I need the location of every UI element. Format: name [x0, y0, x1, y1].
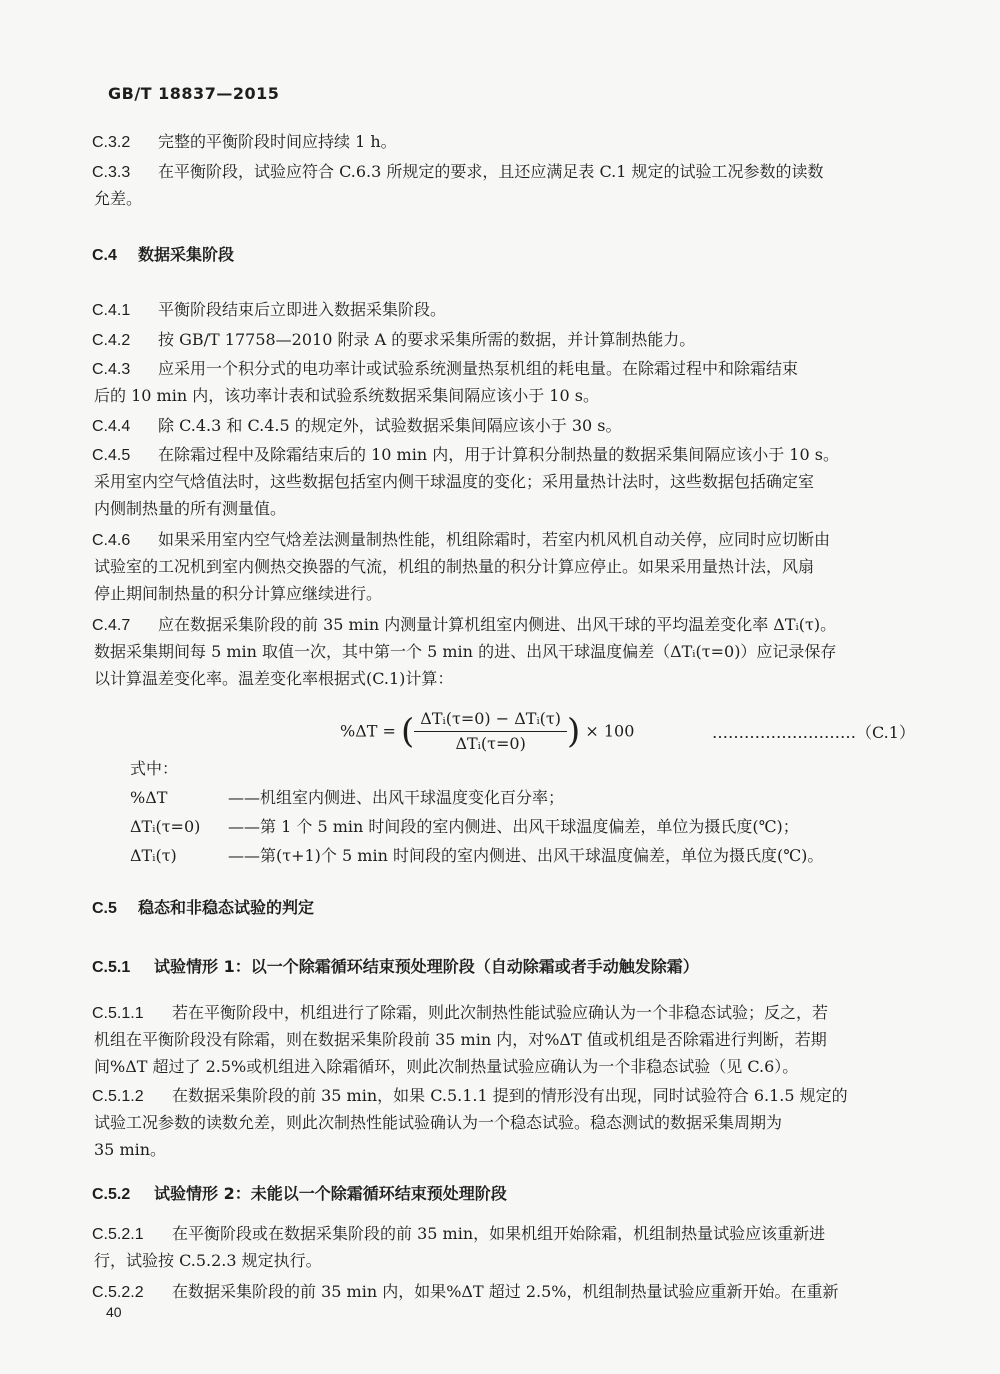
definition-desc: ——第 1 个 5 min 时间段的室内侧进、出风干球温度偏差，单位为摄氏度(℃)；	[228, 817, 799, 836]
clause-c511	[92, 1001, 828, 1026]
clause-c33	[92, 160, 824, 185]
clause-text: 在数据采集阶段的前 35 min，如果 C.5.1.1 提到的情形没有出现，同时试验符合 6.1.5 规定的	[172, 1086, 848, 1105]
clause-c512-cont: 试验工况参数的读数允差，则此次制热性能试验确认为一个稳态试验。稳态测试的数据采集周期为	[94, 1113, 783, 1132]
clause-text: 在数据采集阶段的前 35 min 内，如果%ΔT 超过 2.5%，机组制热量试验应重新开始。在重新	[172, 1282, 839, 1301]
clause-c521	[92, 1222, 825, 1247]
clause-text: 完整的平衡阶段时间应持续 1 h。	[158, 132, 397, 151]
clause-c46	[92, 528, 830, 553]
clause-c47-cont: 数据采集期间每 5 min 取值一次，其中第一个 5 min 的进、出风干球温度偏差（ΔTᵢ(τ=0)）应记录保存	[94, 642, 837, 661]
section-heading-c4	[92, 243, 234, 268]
clause-c512-cont: 35 min。	[94, 1140, 167, 1159]
formula-ref: ………………………（C.1）	[712, 723, 915, 742]
section-title: 稳态和非稳态试验的判定	[138, 898, 315, 917]
subsection-heading-c52	[92, 1182, 507, 1207]
clause-c41	[92, 298, 446, 323]
clause-number: C.3.3	[92, 164, 131, 181]
definition-term: ΔTᵢ(τ)	[130, 846, 177, 865]
subsection-title: 试验情形 1：以一个除霜循环结束预处理阶段（自动除霜或者手动触发除霜）	[154, 957, 699, 976]
clause-c46-cont: 停止期间制热量的积分计算应继续进行。	[94, 584, 383, 603]
clause-number: C.4.1	[92, 302, 131, 319]
clause-number: C.5.2.1	[92, 1226, 144, 1243]
standard-header: GB/T 18837—2015	[108, 84, 280, 103]
clause-c512	[92, 1084, 848, 1109]
clause-c511-cont: 机组在平衡阶段没有除霜，则在数据采集阶段前 35 min 内，对%ΔT 值或机组是否除霜进行判断，若期	[94, 1030, 827, 1049]
formula-numerator: ΔTᵢ(τ=0) − ΔTᵢ(τ)	[414, 707, 567, 732]
clause-text: 除 C.4.3 和 C.4.5 的规定外，试验数据采集间隔应该小于 30 s。	[158, 416, 622, 435]
clause-text: 应采用一个积分式的电功率计或试验系统测量热泵机组的耗电量。在除霜过程中和除霜结束	[158, 359, 799, 378]
clause-c47	[92, 613, 836, 638]
clause-c42	[92, 328, 695, 353]
clause-text: 若在平衡阶段中，机组进行了除霜，则此次制热性能试验应确认为一个非稳态试验；反之，若	[172, 1003, 829, 1022]
formula-fraction	[414, 707, 567, 756]
clause-c44	[92, 414, 622, 439]
clause-text: 在除霜过程中及除霜结束后的 10 min 内，用于计算积分制热量的数据采集间隔应该小于 10 s。	[158, 445, 839, 464]
clause-number: C.4.3	[92, 361, 131, 378]
clause-number: C.4.6	[92, 532, 131, 549]
clause-c522	[92, 1280, 838, 1305]
clause-number: C.4.4	[92, 418, 131, 435]
clause-number: C.5.2.2	[92, 1284, 144, 1301]
section-title: 数据采集阶段	[138, 245, 235, 264]
definition-desc: ——第(τ+1)个 5 min 时间段的室内侧进、出风干球温度偏差，单位为摄氏度(℃)。	[228, 846, 824, 865]
subsection-title: 试验情形 2：未能以一个除霜循环结束预处理阶段	[154, 1184, 507, 1203]
left-paren: (	[401, 711, 415, 752]
definition-term: ΔTᵢ(τ=0)	[130, 817, 201, 836]
clause-c45	[92, 443, 839, 468]
clause-number: C.5.1.1	[92, 1005, 144, 1022]
clause-c46-cont: 试验室的工况机到室内侧热交换器的气流，机组的制热量的积分计算应停止。如果采用量热计法，风扇	[94, 557, 815, 576]
right-paren: )	[567, 711, 581, 752]
clause-number: C.4.2	[92, 332, 131, 349]
section-heading-c5	[92, 896, 314, 921]
definition-desc: ——机组室内侧进、出风干球温度变化百分率；	[228, 788, 565, 807]
clause-c43-cont: 后的 10 min 内，该功率计表和试验系统数据采集间隔应该小于 10 s。	[94, 386, 599, 405]
clause-number: C.4.5	[92, 447, 131, 464]
clause-text: 在平衡阶段，试验应符合 C.6.3 所规定的要求，且还应满足表 C.1 规定的试验工况参数的读数	[158, 162, 824, 181]
section-number: C.4	[92, 247, 117, 264]
definition-term: %ΔT	[130, 788, 168, 807]
subsection-heading-c51	[92, 955, 699, 980]
clause-c511-cont: 间%ΔT 超过了 2.5%或机组进入除霜循环，则此次制热量试验应确认为一个非稳态试验（见 C.6）。	[94, 1057, 799, 1076]
clause-c521-cont: 行，试验按 C.5.2.3 规定执行。	[94, 1251, 322, 1270]
subsection-number: C.5.1	[92, 959, 131, 976]
clause-number: C.5.1.2	[92, 1088, 144, 1105]
definitions-intro: 式中：	[130, 759, 179, 778]
clause-text: 应在数据采集阶段的前 35 min 内测量计算机组室内侧进、出风干球的平均温差变化率 ΔTᵢ(τ)。	[158, 615, 837, 634]
formula-denominator: ΔTᵢ(τ=0)	[455, 734, 526, 753]
clause-text: 如果采用室内空气焓差法测量制热性能，机组除霜时，若室内机风机自动关停，应同时应切断由	[158, 530, 831, 549]
clause-text: 在平衡阶段或在数据采集阶段的前 35 min，如果机组开始除霜，机组制热量试验应该重新进	[172, 1224, 826, 1243]
clause-c45-cont: 内侧制热量的所有测量值。	[94, 499, 287, 518]
clause-c45-cont: 采用室内空气焓值法时，这些数据包括室内侧干球温度的变化；采用量热计法时，这些数据包括确定室	[94, 472, 815, 491]
formula-factor: × 100	[585, 721, 635, 741]
clause-text: 平衡阶段结束后立即进入数据采集阶段。	[158, 300, 447, 319]
subsection-number: C.5.2	[92, 1186, 131, 1203]
clause-number: C.3.2	[92, 134, 131, 151]
clause-number: C.4.7	[92, 617, 131, 634]
page-number: 40	[106, 1304, 122, 1320]
clause-c32	[92, 130, 397, 155]
section-number: C.5	[92, 900, 117, 917]
clause-c43	[92, 357, 798, 382]
clause-text: 按 GB/T 17758—2010 附录 A 的要求采集所需的数据，并计算制热能力。	[158, 330, 696, 349]
formula-lhs: %ΔT =	[340, 721, 396, 741]
clause-c47-cont: 以计算温差变化率。温差变化率根据式(C.1)计算：	[94, 669, 454, 688]
clause-c33-cont: 允差。	[94, 189, 143, 208]
formula-c1	[340, 707, 634, 759]
